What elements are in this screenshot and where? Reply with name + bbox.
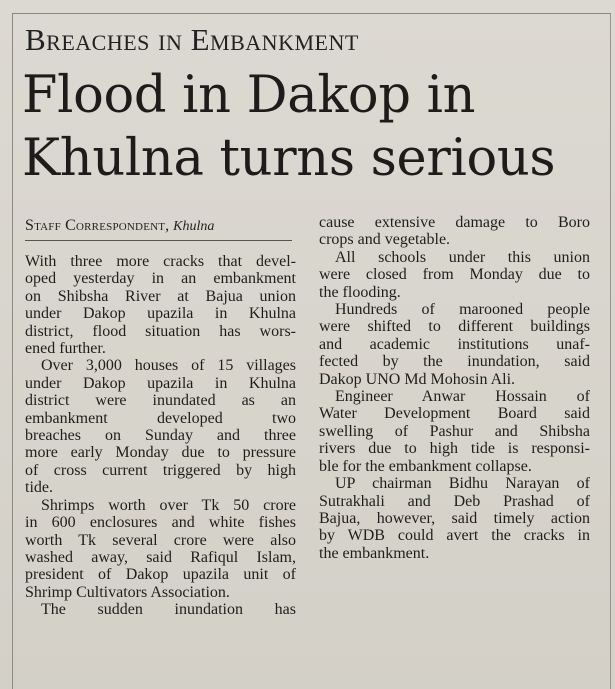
headline [22,64,602,190]
text-line: more early Monday due to pressure [25,444,296,462]
text-line: Water Development Board said [319,405,590,423]
byline-place: Khulna [173,219,215,234]
headline-line-1: Flood in Dakop in [22,66,476,125]
text-line: and academic institutions unaf- [319,335,590,353]
text-line: Sutrakhali and Deb Prashad of [319,492,590,510]
text-line: washed away, said Rafiqul Islam, [25,548,296,566]
headline-line-2: Khulna turns serious [22,129,556,188]
text-line: on Shibsha River at Bajua union [25,287,296,305]
text-line: were shifted to different buildings [319,318,590,336]
text-line: Hundreds of marooned people [335,301,590,319]
text-line: ble for the embankment collapse. [319,457,532,475]
text-line: tide. [25,479,53,497]
text-line: rivers due to high tide is responsi- [319,440,590,458]
text-line: All schools under this union [335,248,590,266]
article-column-right [319,214,590,562]
top-rule [12,13,611,14]
text-line: district were inundated as an [25,392,296,410]
text-line: were closed from Monday due to [319,266,590,284]
text-line: embankment developed two [25,409,296,427]
byline [25,217,295,235]
text-line: of cross current triggered by high [25,461,296,479]
kicker-heading: Breaches in Embankment [25,22,359,57]
text-line: Bajua, however, said timely action [319,509,590,527]
text-line: ened further. [25,340,106,358]
text-line: crops and vegetable. [319,231,451,249]
text-line: president of Dakop upazila unit of [25,566,296,584]
text-line: The sudden inundation has [41,601,296,619]
text-line: under Dakop upazila in Khulna [25,305,296,323]
byline-rule [25,240,292,241]
right-column-border [610,14,611,689]
text-line: Dakop UNO Md Mohosin Ali. [319,370,516,388]
text-line: fected by the inundation, said [319,353,590,371]
text-line: by WDB could avert the cracks in [319,527,590,545]
text-line: Shrimp Cultivators Association. [25,583,230,601]
text-line: swelling of Pashur and Shibsha [319,422,590,440]
text-line: UP chairman Bidhu Narayan of [335,475,590,493]
text-line: Over 3,000 houses of 15 villages [41,357,296,375]
text-line: worth Tk several crore were also [25,531,296,549]
text-line: breaches on Sunday and three [25,427,296,445]
left-column-border [12,14,13,689]
text-line: the flooding. [319,283,401,301]
article-column-left [25,253,296,619]
text-line: oped yesterday in an embankment [25,270,296,288]
text-line: under Dakop upazila in Khulna [25,374,296,392]
text-line: the embankment. [319,544,430,562]
text-line: With three more cracks that devel- [25,253,296,270]
text-line: cause extensive damage to Boro [319,214,590,231]
text-line: district, flood situation has wors- [25,322,296,340]
text-line: Engineer Anwar Hossain of [335,388,590,406]
byline-name: Staff Correspondent, [25,217,170,234]
text-line: in 600 enclosures and white fishes [25,514,296,532]
text-line: Shrimps worth over Tk 50 crore [41,496,296,514]
